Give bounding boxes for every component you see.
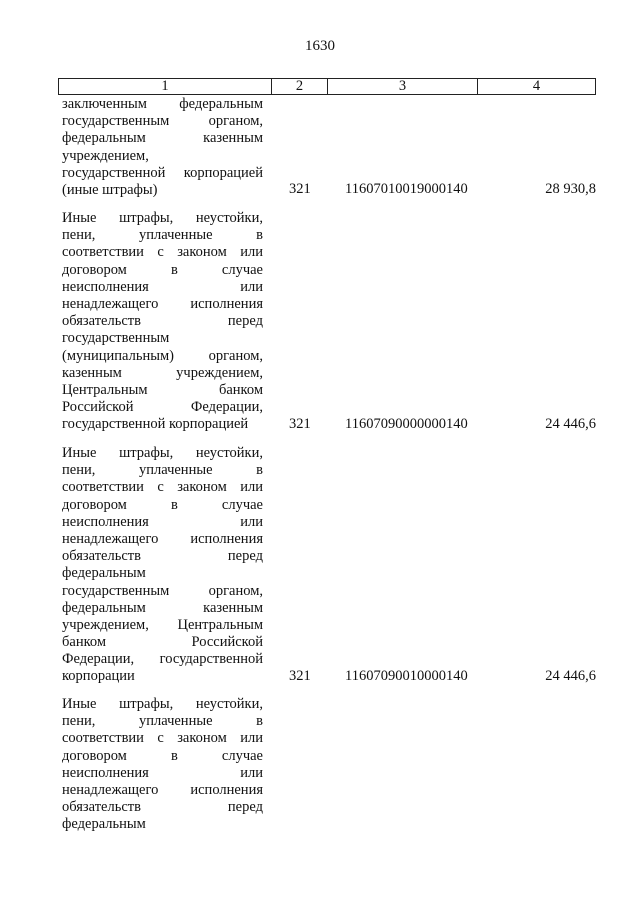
row-3-kbk: 11607090010000140 bbox=[345, 668, 468, 684]
row-2-description bbox=[62, 210, 263, 433]
description-line: учреждением, Центральным bbox=[62, 616, 263, 633]
row-1-kbk: 11607010019000140 bbox=[345, 181, 468, 197]
row-2-kbk: 11607090000000140 bbox=[345, 416, 468, 432]
description-line: неисполнения или bbox=[62, 278, 263, 295]
description-line: банком Российской bbox=[62, 634, 263, 651]
description-line: (иные штрафы) bbox=[62, 181, 158, 198]
description-line: договором в случае bbox=[62, 747, 263, 764]
description-line: соответствии с законом или bbox=[62, 244, 263, 261]
description-line: учреждением, bbox=[62, 147, 149, 164]
row-1-description bbox=[62, 96, 263, 199]
table-header bbox=[58, 78, 596, 95]
description-line: Центральным банком bbox=[62, 381, 263, 398]
description-line: (муниципальным) органом, bbox=[62, 347, 263, 364]
description-line: заключенным федеральным bbox=[62, 96, 263, 112]
row-2-code: 321 bbox=[289, 416, 311, 432]
row-1-sum: 28 930,8 bbox=[545, 181, 596, 197]
header-col-1: 1 bbox=[59, 79, 272, 94]
description-line: соответствии с законом или bbox=[62, 730, 263, 747]
row-1-code: 321 bbox=[289, 181, 311, 197]
description-line: Федерации, государственной bbox=[62, 651, 263, 668]
description-line: соответствии с законом или bbox=[62, 479, 263, 496]
description-line: обязательств перед bbox=[62, 548, 263, 565]
description-line: государственным bbox=[62, 330, 170, 347]
description-line: государственным органом, bbox=[62, 582, 263, 599]
page-number: 1630 bbox=[305, 38, 335, 54]
description-line: федеральным казенным bbox=[62, 130, 263, 147]
description-line: Иные штрафы, неустойки, bbox=[62, 696, 263, 712]
description-line: Иные штрафы, неустойки, bbox=[62, 210, 263, 226]
row-4-description bbox=[62, 696, 263, 834]
description-line: обязательств перед bbox=[62, 313, 263, 330]
description-line: ненадлежащего исполнения bbox=[62, 295, 263, 312]
description-line: договором в случае bbox=[62, 496, 263, 513]
description-line: Российской Федерации, bbox=[62, 399, 263, 416]
description-line: федеральным bbox=[62, 816, 146, 833]
description-line: казенным учреждением, bbox=[62, 364, 263, 381]
description-line: государственной корпорацией bbox=[62, 164, 263, 181]
row-2-sum: 24 446,6 bbox=[545, 416, 596, 432]
description-line: ненадлежащего исполнения bbox=[62, 530, 263, 547]
description-line: пени, уплаченные в bbox=[62, 227, 263, 244]
description-line: пени, уплаченные в bbox=[62, 713, 263, 730]
row-3-sum: 24 446,6 bbox=[545, 668, 596, 684]
description-line: ненадлежащего исполнения bbox=[62, 781, 263, 798]
header-col-4: 4 bbox=[532, 78, 541, 94]
row-3-description bbox=[62, 445, 263, 686]
description-line: неисполнения или bbox=[62, 513, 263, 530]
header-col-3: 3 bbox=[328, 79, 478, 94]
description-line: обязательств перед bbox=[62, 799, 263, 816]
description-line: государственным органом, bbox=[62, 113, 263, 130]
description-line: неисполнения или bbox=[62, 764, 263, 781]
description-line: договором в случае bbox=[62, 261, 263, 278]
description-line: корпорации bbox=[62, 668, 135, 685]
description-line: Иные штрафы, неустойки, bbox=[62, 445, 263, 461]
description-line: федеральным bbox=[62, 565, 146, 582]
description-line: государственной корпорацией bbox=[62, 416, 249, 433]
description-line: пени, уплаченные в bbox=[62, 462, 263, 479]
row-3-code: 321 bbox=[289, 668, 311, 684]
description-line: федеральным казенным bbox=[62, 599, 263, 616]
header-col-2: 2 bbox=[272, 79, 328, 94]
